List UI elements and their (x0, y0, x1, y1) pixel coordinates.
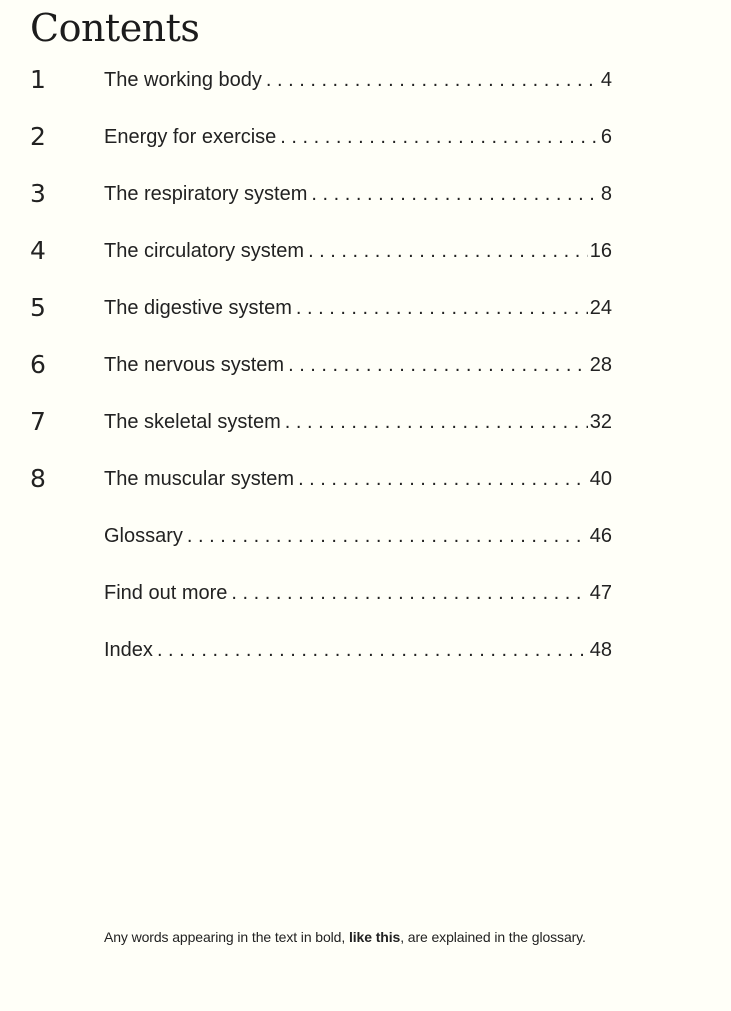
toc-entry[interactable] (0, 119, 731, 155)
footnote-text-end: , are explained in the glossary. (400, 929, 586, 945)
toc-dot-leader (296, 290, 588, 326)
toc-dot-leader (298, 461, 588, 497)
glossary-footnote (104, 929, 586, 945)
toc-chapter-number: 5 (30, 293, 46, 322)
toc-entry[interactable] (0, 290, 731, 326)
toc-dot-leader (308, 233, 588, 269)
footnote-bold-example: like this (348, 929, 401, 945)
toc-chapter-number: 7 (30, 407, 46, 436)
toc-page-number: 24 (589, 297, 612, 319)
toc-dot-leader (157, 632, 588, 668)
toc-entry-label: Find out more (104, 582, 228, 604)
toc-dot-leader (288, 347, 588, 383)
toc-page-number: 47 (589, 582, 612, 604)
footnote-text-start: Any words appearing in the text in bold, (104, 929, 349, 945)
toc-entry[interactable] (0, 62, 731, 98)
toc-page-number: 48 (589, 639, 612, 661)
page-title: Contents (30, 6, 200, 50)
toc-entry[interactable] (0, 233, 731, 269)
toc-entry[interactable] (0, 404, 731, 440)
toc-page-number: 16 (589, 240, 612, 262)
toc-entry-label: The nervous system (104, 354, 285, 376)
toc-chapter-number: 3 (30, 179, 46, 208)
toc-page-number: 28 (589, 354, 612, 376)
toc-entry-label: The muscular system (104, 468, 295, 490)
toc-entry-index[interactable] (0, 632, 731, 668)
toc-page-number: 32 (589, 411, 612, 433)
toc-page-number: 46 (589, 525, 612, 547)
toc-entry-find-out-more[interactable] (0, 575, 731, 611)
toc-dot-leader (311, 176, 598, 212)
toc-entry-label: The respiratory system (104, 183, 308, 205)
toc-page-number: 4 (600, 69, 612, 91)
toc-dot-leader (231, 575, 587, 611)
toc-entry-label: Glossary (104, 525, 183, 547)
toc-entry[interactable] (0, 176, 731, 212)
toc-entry-label: The skeletal system (104, 411, 281, 433)
toc-entry-label: Index (104, 639, 153, 661)
toc-entry-label: The digestive system (104, 297, 292, 319)
toc-chapter-number: 2 (30, 122, 46, 151)
toc-page-number: 6 (600, 126, 612, 148)
toc-chapter-number: 4 (30, 236, 46, 265)
toc-entry-label: The working body (104, 69, 262, 91)
toc-entry-label: Energy for exercise (104, 126, 277, 148)
toc-dot-leader (187, 518, 588, 554)
toc-entry-glossary[interactable] (0, 518, 731, 554)
toc-page-number: 40 (589, 468, 612, 490)
toc-chapter-number: 8 (30, 464, 46, 493)
toc-page-number: 8 (600, 183, 612, 205)
toc-chapter-number: 6 (30, 350, 46, 379)
toc-chapter-number: 1 (30, 65, 46, 94)
toc-dot-leader (280, 119, 599, 155)
toc-entry[interactable] (0, 461, 731, 497)
toc-entry-label: The circulatory system (104, 240, 305, 262)
toc-entry[interactable] (0, 347, 731, 383)
toc-dot-leader (285, 404, 588, 440)
toc-dot-leader (266, 62, 599, 98)
